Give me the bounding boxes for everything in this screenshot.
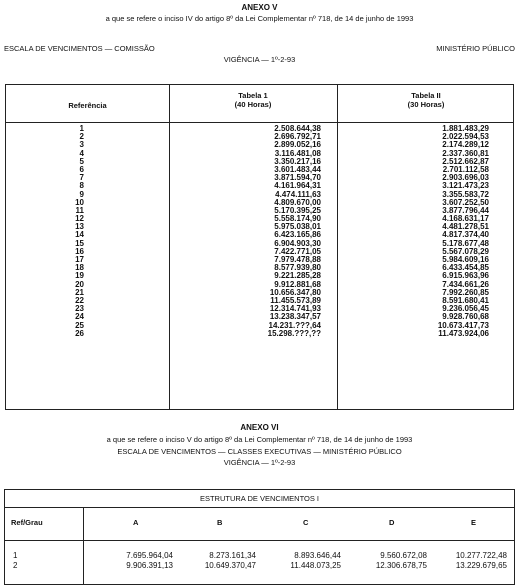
- tabela1-cell: 14.231.???,64: [268, 320, 321, 330]
- tabela2-cell: 2.701.112,58: [442, 164, 489, 174]
- tabela2-cell: 2.022.594,53: [442, 132, 489, 142]
- referencia-cell: 18: [75, 263, 84, 273]
- tabela1-cell: 2.696.792,71: [274, 132, 321, 142]
- tabela2-cell: 2.903.696,03: [442, 173, 489, 183]
- referencia-cell: 13: [75, 222, 84, 232]
- referencia-cell: 19: [75, 271, 84, 281]
- value-cell: 12.306.678,75: [375, 561, 427, 570]
- tabela2-cell: 10.673.417,73: [437, 320, 489, 330]
- column-divider: [83, 507, 84, 584]
- tabela1-cell: 3.350.217,16: [274, 156, 321, 166]
- col-header-tabela2-hours: (30 Horas): [407, 100, 445, 109]
- col-header-a: A: [133, 518, 139, 527]
- tabela2-cell: 1.881.483,29: [442, 124, 489, 133]
- referencia-cell: 21: [75, 287, 84, 297]
- referencia-cell: 6: [79, 164, 84, 174]
- referencia-cell: 22: [75, 295, 84, 305]
- tabela1-cell: 4.161.964,31: [274, 181, 321, 191]
- col-header-tabela1-hours: (40 Horas): [234, 100, 272, 109]
- tabela2-cell: 7.992.260,85: [442, 287, 489, 297]
- ref-grau-cell: 2: [13, 561, 18, 570]
- tabela2-cell: 3.607.252,50: [442, 197, 489, 207]
- tabela1-cell: 4.809.670,00: [274, 197, 321, 207]
- value-cell: 11.448.073,25: [290, 561, 341, 570]
- anexo5-table: [5, 84, 514, 410]
- tabela1-cell: 10.656.347,80: [269, 287, 321, 297]
- value-cell: 13.229.679,65: [455, 561, 507, 570]
- tabela1-cell: 3.871.594,70: [274, 173, 321, 183]
- referencia-cell: 10: [75, 197, 84, 207]
- anexo6-vigencia: VIGÊNCIA — 1º-2-93: [223, 458, 296, 467]
- tabela2-cell: 9.928.760,68: [442, 312, 489, 322]
- value-cell: 10.277.722,48: [455, 551, 507, 560]
- col-header-tabela2-name: Tabela II: [411, 91, 441, 100]
- tabela1-cell: 7.979.478,88: [274, 255, 321, 264]
- referencia-cell: 12: [75, 214, 84, 224]
- tabela1-cell: 5.558.174,90: [274, 214, 321, 224]
- tabela1-cell: 13.238.347,57: [269, 312, 321, 322]
- referencia-cell: 14: [75, 230, 84, 240]
- anexo6-title: ANEXO VI: [240, 423, 279, 432]
- tabela2-cell: 6.433.454,85: [442, 263, 489, 273]
- ref-grau-cell: 1: [13, 551, 18, 560]
- col-header-c: C: [303, 518, 309, 527]
- col-header-referencia: Referência: [68, 101, 107, 110]
- caption-divider: [5, 507, 514, 508]
- referencia-cell: 17: [75, 255, 84, 264]
- referencia-cell: 16: [75, 246, 84, 256]
- tabela1-cell: 6.423.165,86: [274, 230, 321, 240]
- referencia-cell: 1: [79, 124, 84, 133]
- tabela1-cell: 15.298.???,??: [267, 328, 321, 338]
- tabela2-cell: 9.236.056,45: [442, 304, 489, 314]
- tabela2-cell: 4.817.374,40: [442, 230, 489, 240]
- referencia-cell: 7: [79, 173, 84, 183]
- tabela1-cell: 8.577.939,80: [274, 263, 321, 273]
- value-cell: 8.273.161,34: [209, 551, 256, 560]
- tabela2-cell: 2.337.360,81: [442, 148, 489, 158]
- col-header-b: B: [217, 518, 223, 527]
- value-cell: 9.906.391,13: [126, 561, 173, 570]
- anexo5-right-header: MINISTÉRIO PÚBLICO: [436, 44, 515, 53]
- tabela1-cell: 11.455.573,89: [270, 295, 321, 305]
- tabela2-cell: 3.121.473,23: [442, 181, 489, 191]
- tabela2-cell: 2.512.662,87: [442, 156, 489, 166]
- col-header-tabela2: [337, 91, 515, 109]
- anexo6-table: [4, 489, 515, 585]
- tabela1-cell: 2.899.052,16: [274, 140, 321, 150]
- anexo5-left-header: ESCALA DE VENCIMENTOS — COMISSÃO: [4, 44, 155, 53]
- tabela1-cell: 3.116.481,08: [274, 148, 321, 158]
- tabela2-cell: 3.877.796,44: [442, 205, 489, 215]
- col-header-tabela1: [169, 91, 337, 109]
- header-divider: [6, 122, 513, 123]
- tabela1-cell: 7.422.771,05: [274, 246, 321, 256]
- tabela1-column: [169, 125, 321, 338]
- tabela2-cell: 4.481.278,51: [442, 222, 489, 232]
- referencia-cell: 5: [79, 156, 84, 166]
- referencia-cell: 23: [75, 304, 84, 314]
- tabela1-cell: 9.221.285,28: [274, 271, 321, 281]
- tabela2-cell: 4.168.631,17: [442, 214, 489, 224]
- tabela2-column: [337, 125, 489, 338]
- tabela1-cell: 2.508.644,38: [274, 124, 321, 133]
- tabela2-cell: 11.473.924,06: [438, 328, 489, 338]
- referencia-cell: 11: [75, 205, 84, 215]
- col-header-d: D: [389, 518, 395, 527]
- tabela2-cell: 5.178.677,48: [442, 238, 489, 248]
- tabela2-cell: 8.591.680,41: [442, 295, 489, 305]
- referencia-cell: 9: [79, 189, 84, 199]
- referencia-cell: 20: [75, 279, 84, 289]
- referencia-cell: 3: [79, 140, 84, 150]
- value-cell: 9.560.672,08: [380, 551, 427, 560]
- tabela1-cell: 5.170.395,25: [274, 205, 321, 215]
- value-cell: 8.893.646,44: [294, 551, 341, 560]
- value-cell: 10.649.370,47: [204, 561, 256, 570]
- referencia-column: [6, 125, 84, 338]
- referencia-cell: 24: [75, 312, 84, 322]
- anexo6-escala: ESCALA DE VENCIMENTOS — CLASSES EXECUTIVAS — MINISTÉRIO PÚBLICO: [117, 447, 402, 456]
- anexo5-title: ANEXO V: [241, 3, 278, 12]
- anexo6-subtitle: a que se refere o inciso V do artigo 8º da Lei Complementar nº 718, de 14 de junho de 1993: [106, 435, 413, 444]
- header-divider: [5, 540, 514, 541]
- table-caption: ESTRUTURA DE VENCIMENTOS I: [199, 494, 320, 503]
- tabela2-cell: 2.174.289,12: [442, 140, 489, 150]
- tabela2-cell: 7.434.661,26: [442, 279, 489, 289]
- tabela1-cell: 12.314.741,93: [269, 304, 321, 314]
- referencia-cell: 25: [75, 320, 84, 330]
- anexo5-subtitle: a que se refere o inciso IV do artigo 8º da Lei Complementar nº 718, de 14 de junho de 1993: [105, 14, 414, 23]
- tabela1-cell: 4.474.111,63: [275, 189, 321, 199]
- referencia-cell: 2: [79, 132, 84, 142]
- referencia-cell: 26: [75, 328, 84, 338]
- referencia-cell: 8: [79, 181, 84, 191]
- tabela1-cell: 5.975.038,01: [274, 222, 321, 232]
- referencia-cell: 4: [79, 148, 84, 158]
- tabela1-cell: 3.601.483,44: [274, 164, 321, 174]
- tabela2-cell: 3.355.583,72: [442, 189, 489, 199]
- tabela2-cell: 6.915.963,96: [442, 271, 489, 281]
- tabela1-cell: 6.904.903,30: [274, 238, 321, 248]
- col-header-tabela1-name: Tabela 1: [238, 91, 268, 100]
- value-cell: 7.695.964,04: [126, 551, 173, 560]
- tabela2-cell: 5.984.609,16: [442, 255, 489, 264]
- tabela2-cell: 5.567.078,29: [442, 246, 489, 256]
- anexo5-vigencia: VIGÊNCIA — 1º-2-93: [223, 55, 296, 64]
- col-header-ref-grau: Ref/Grau: [11, 518, 43, 527]
- col-header-e: E: [471, 518, 477, 527]
- referencia-cell: 15: [75, 238, 84, 248]
- tabela1-cell: 9.912.881,68: [274, 279, 321, 289]
